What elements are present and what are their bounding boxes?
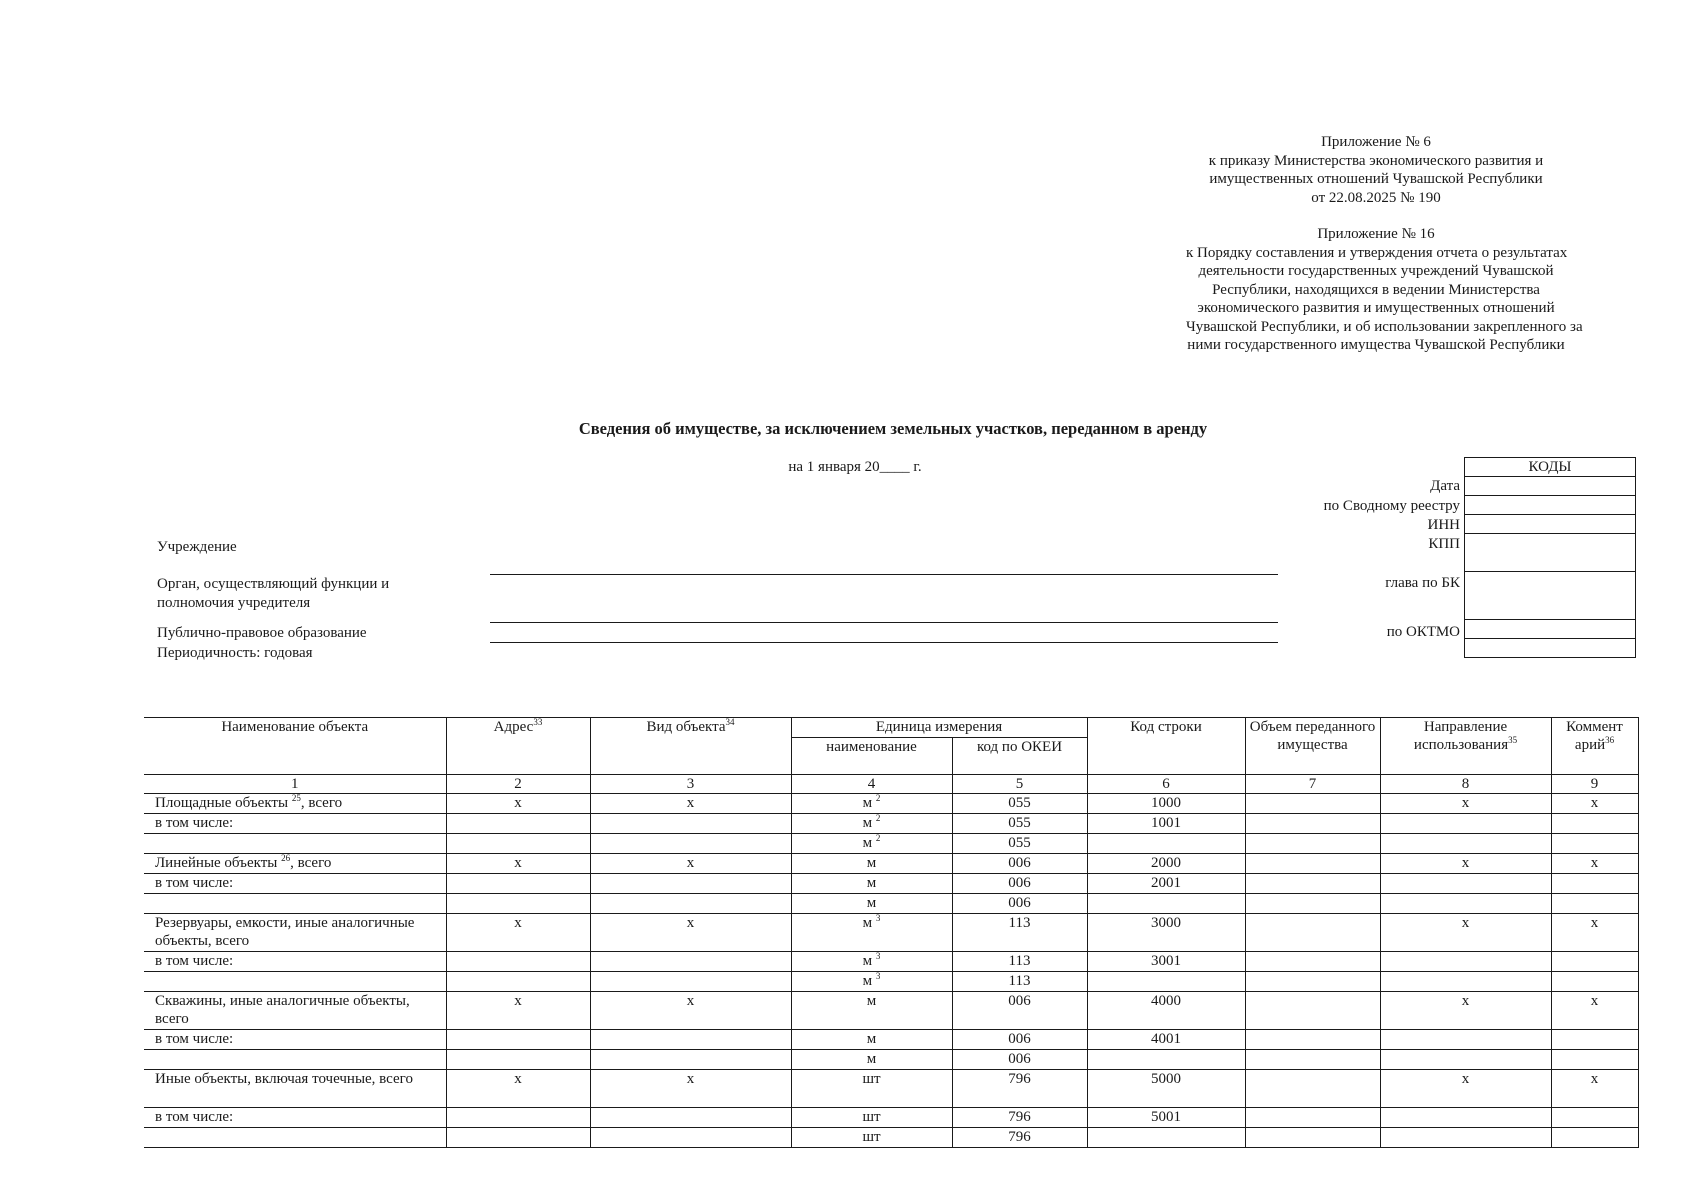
cell-line-code — [1087, 972, 1245, 992]
cell-line-code: 1001 — [1087, 814, 1245, 834]
column-number: 6 — [1087, 775, 1245, 794]
cell-comment — [1551, 1030, 1638, 1050]
public-entity-label: Публично-правовое образование — [157, 625, 367, 641]
cell-address: х — [446, 1070, 590, 1108]
cell-unit-name: м $^2$ — [791, 794, 952, 814]
cell-address — [446, 1128, 590, 1148]
cell-object-type — [590, 972, 791, 992]
cell-object-name — [144, 1050, 446, 1070]
appendix-line: Республики, находящихся в ведении Министерства — [1212, 281, 1540, 298]
cell-line-code: 2000 — [1087, 854, 1245, 874]
code-cell-oktmo[interactable] — [1465, 620, 1636, 639]
cell-volume — [1245, 1070, 1380, 1108]
cell-object-type — [590, 1128, 791, 1148]
codes-label-inn: ИНН — [1427, 517, 1460, 533]
appendix-line: имущественных отношений Чувашской Республики — [1209, 171, 1543, 187]
cell-unit-name: м $^3$ — [791, 914, 952, 952]
column-number: 5 — [952, 775, 1087, 794]
table-row — [144, 874, 1638, 894]
column-number: 9 — [1551, 775, 1638, 794]
cell-okei-code: 006 — [952, 894, 1087, 914]
cell-comment — [1551, 1128, 1638, 1148]
appendix-line: от 22.08.2025 № 190 — [1311, 189, 1441, 206]
report-date-line: на 1 января 20____ г. — [788, 459, 922, 475]
table-row — [144, 1108, 1638, 1128]
appendix-line: к Порядку составления и утверждения отчета о результатах — [1186, 244, 1568, 261]
cell-address: х — [446, 854, 590, 874]
header-direction: Направление использования$^{35}$ — [1380, 718, 1551, 775]
cell-okei-code: 796 — [952, 1108, 1087, 1128]
cell-object-name: в том числе: — [144, 952, 446, 972]
cell-object-name: Скважины, иные аналогичные объекты, всего — [144, 992, 446, 1030]
appendix-line: ними государственного имущества Чувашской Республики — [1187, 337, 1565, 353]
cell-unit-name: м — [791, 874, 952, 894]
cell-direction: х — [1380, 914, 1551, 952]
cell-okei-code: 006 — [952, 854, 1087, 874]
column-number: 4 — [791, 775, 952, 794]
cell-volume — [1245, 1050, 1380, 1070]
cell-volume — [1245, 854, 1380, 874]
cell-okei-code: 113 — [952, 972, 1087, 992]
cell-comment — [1551, 894, 1638, 914]
cell-address: х — [446, 914, 590, 952]
cell-address — [446, 1030, 590, 1050]
cell-address — [446, 1108, 590, 1128]
public-entity-fill-line[interactable] — [490, 642, 1278, 643]
cell-object-name: в том числе: — [144, 1108, 446, 1128]
header-line-code: Код строки — [1087, 718, 1245, 775]
cell-object-type — [590, 1030, 791, 1050]
table-row — [144, 794, 1638, 814]
codes-label-registry: по Сводному реестру — [1323, 498, 1460, 514]
cell-okei-code: 055 — [952, 834, 1087, 854]
cell-comment: х — [1551, 794, 1638, 814]
header-comment: Коммент арий$^{36}$ — [1551, 718, 1638, 775]
cell-line-code: 3001 — [1087, 952, 1245, 972]
cell-address: х — [446, 794, 590, 814]
document-title: Сведения об имуществе, за исключением земельных участков, переданном в аренду — [578, 419, 1208, 438]
cell-direction — [1380, 972, 1551, 992]
cell-direction: х — [1380, 794, 1551, 814]
cell-okei-code: 006 — [952, 1050, 1087, 1070]
cell-line-code: 4000 — [1087, 992, 1245, 1030]
cell-object-name — [144, 972, 446, 992]
cell-volume — [1245, 972, 1380, 992]
appendix-line: к приказу Министерства экономического развития и — [1208, 152, 1544, 169]
cell-address — [446, 874, 590, 894]
cell-object-type: х — [590, 794, 791, 814]
cell-address — [446, 972, 590, 992]
cell-object-type — [590, 894, 791, 914]
code-cell-glava[interactable] — [1465, 572, 1636, 620]
cell-line-code: 2001 — [1087, 874, 1245, 894]
cell-volume — [1245, 874, 1380, 894]
cell-address — [446, 814, 590, 834]
cell-comment — [1551, 1108, 1638, 1128]
table-row — [144, 1070, 1638, 1108]
codes-table — [1464, 457, 1636, 658]
cell-object-type: х — [590, 992, 791, 1030]
cell-unit-name: м — [791, 992, 952, 1030]
cell-unit-name: м $^2$ — [791, 814, 952, 834]
cell-object-name — [144, 834, 446, 854]
cell-okei-code: 113 — [952, 952, 1087, 972]
table-row — [144, 894, 1638, 914]
header-object-name: Наименование объекта — [144, 718, 446, 775]
institution-label: Учреждение — [157, 539, 237, 555]
cell-direction — [1380, 814, 1551, 834]
cell-direction: х — [1380, 854, 1551, 874]
cell-direction — [1380, 1050, 1551, 1070]
cell-volume — [1245, 1108, 1380, 1128]
appendix-6-block — [1186, 133, 1566, 207]
cell-line-code: 4001 — [1087, 1030, 1245, 1050]
cell-object-type: х — [590, 1070, 791, 1108]
codes-label-date: Дата — [1430, 478, 1460, 494]
table-row — [144, 854, 1638, 874]
cell-direction — [1380, 1030, 1551, 1050]
table-row — [144, 1128, 1638, 1148]
cell-direction — [1380, 952, 1551, 972]
code-cell-registry[interactable] — [1465, 496, 1636, 515]
table-row — [144, 814, 1638, 834]
cell-line-code: 5001 — [1087, 1108, 1245, 1128]
cell-object-name: в том числе: — [144, 874, 446, 894]
codes-label-glava: глава по БК — [1385, 575, 1460, 591]
codes-label-kpp: КПП — [1428, 536, 1460, 552]
cell-comment: х — [1551, 914, 1638, 952]
cell-unit-name: м $^3$ — [791, 952, 952, 972]
cell-okei-code: 006 — [952, 992, 1087, 1030]
appendix-line: деятельности государственных учреждений Чувашской — [1198, 263, 1554, 279]
table-row — [144, 834, 1638, 854]
cell-comment — [1551, 874, 1638, 894]
cell-unit-name: шт — [791, 1108, 952, 1128]
cell-object-type — [590, 1050, 791, 1070]
periodicity-label: Периодичность: годовая — [157, 645, 313, 661]
cell-comment — [1551, 814, 1638, 834]
header-unit-name: наименование — [791, 738, 952, 775]
cell-okei-code: 055 — [952, 814, 1087, 834]
cell-unit-name: м $^2$ — [791, 834, 952, 854]
column-number: 1 — [144, 775, 446, 794]
table-body — [144, 794, 1638, 1148]
codes-label-oktmo: по ОКТМО — [1386, 624, 1460, 640]
header-unit: Единица измерения — [791, 718, 1087, 738]
cell-object-name: Резервуары, емкости, иные аналогичные объекты, всего — [144, 914, 446, 952]
appendix-16-block — [1186, 225, 1583, 355]
cell-object-type — [590, 952, 791, 972]
code-cell-inn[interactable] — [1465, 515, 1636, 534]
cell-direction — [1380, 1128, 1551, 1148]
codes-header: КОДЫ — [1465, 458, 1636, 477]
cell-volume — [1245, 1030, 1380, 1050]
cell-okei-code: 006 — [952, 1030, 1087, 1050]
cell-object-type: х — [590, 854, 791, 874]
cell-line-code: 5000 — [1087, 1070, 1245, 1108]
cell-object-type: х — [590, 914, 791, 952]
cell-volume — [1245, 794, 1380, 814]
cell-line-code — [1087, 894, 1245, 914]
cell-volume — [1245, 894, 1380, 914]
cell-line-code: 3000 — [1087, 914, 1245, 952]
cell-address — [446, 834, 590, 854]
cell-object-type — [590, 814, 791, 834]
code-cell-extra[interactable] — [1465, 639, 1636, 658]
table-row — [144, 972, 1638, 992]
column-number: 2 — [446, 775, 590, 794]
cell-object-type — [590, 874, 791, 894]
table-row — [144, 914, 1638, 952]
cell-unit-name: м $^3$ — [791, 972, 952, 992]
table-row — [144, 952, 1638, 972]
cell-object-type — [590, 834, 791, 854]
cell-okei-code: 006 — [952, 874, 1087, 894]
cell-direction — [1380, 1108, 1551, 1128]
cell-volume — [1245, 992, 1380, 1030]
cell-volume — [1245, 914, 1380, 952]
cell-unit-name: шт — [791, 1070, 952, 1108]
cell-object-name: Площадные объекты $^{25}$, всего — [144, 794, 446, 814]
cell-line-code — [1087, 1050, 1245, 1070]
cell-comment — [1551, 1050, 1638, 1070]
appendix-line: Приложение № 6 — [1321, 134, 1431, 150]
cell-object-name: в том числе: — [144, 814, 446, 834]
cell-address — [446, 1050, 590, 1070]
cell-object-name: Иные объекты, включая точечные, всего — [144, 1070, 446, 1108]
table-row — [144, 1030, 1638, 1050]
cell-line-code — [1087, 1128, 1245, 1148]
cell-volume — [1245, 952, 1380, 972]
table-row — [144, 992, 1638, 1030]
cell-object-name: в том числе: — [144, 1030, 446, 1050]
appendix-line: Чувашской Республики, и об использовании закрепленного за — [1186, 318, 1583, 335]
cell-comment — [1551, 834, 1638, 854]
cell-unit-name: шт — [791, 1128, 952, 1148]
code-cell-kpp[interactable] — [1465, 534, 1636, 572]
cell-comment — [1551, 952, 1638, 972]
founder-organ-fill-line[interactable] — [490, 622, 1278, 623]
cell-comment: х — [1551, 854, 1638, 874]
cell-unit-name: м — [791, 854, 952, 874]
cell-okei-code: 796 — [952, 1070, 1087, 1108]
code-cell-date[interactable] — [1465, 477, 1636, 496]
cell-okei-code: 796 — [952, 1128, 1087, 1148]
cell-address — [446, 952, 590, 972]
appendix-line: Приложение № 16 — [1317, 226, 1435, 242]
column-number: 7 — [1245, 775, 1380, 794]
cell-direction: х — [1380, 1070, 1551, 1108]
cell-unit-name: м — [791, 1030, 952, 1050]
cell-okei-code: 113 — [952, 914, 1087, 952]
header-okei-code: код по ОКЕИ — [952, 738, 1087, 775]
founder-organ-label-line1: Орган, осуществляющий функции и — [157, 576, 390, 592]
cell-unit-name: м — [791, 894, 952, 914]
cell-line-code: 1000 — [1087, 794, 1245, 814]
header-object-type: Вид объекта$^{34}$ — [590, 718, 791, 775]
cell-object-name: Линейные объекты $^{26}$, всего — [144, 854, 446, 874]
cell-volume — [1245, 834, 1380, 854]
founder-organ-label-line2: полномочия учредителя — [157, 595, 311, 611]
cell-object-type — [590, 1108, 791, 1128]
cell-direction — [1380, 874, 1551, 894]
cell-line-code — [1087, 834, 1245, 854]
cell-comment: х — [1551, 1070, 1638, 1108]
cell-address — [446, 894, 590, 914]
header-address: Адрес$^{33}$ — [446, 718, 590, 775]
table-row — [144, 1050, 1638, 1070]
cell-volume — [1245, 814, 1380, 834]
cell-volume — [1245, 1128, 1380, 1148]
cell-direction: х — [1380, 992, 1551, 1030]
appendix-line: экономического развития и имущественных отношений — [1197, 300, 1555, 316]
cell-object-name — [144, 894, 446, 914]
column-number: 3 — [590, 775, 791, 794]
cell-comment: х — [1551, 992, 1638, 1030]
cell-unit-name: м — [791, 1050, 952, 1070]
cell-comment — [1551, 972, 1638, 992]
property-lease-table — [144, 717, 1639, 1148]
cell-object-name — [144, 1128, 446, 1148]
cell-direction — [1380, 894, 1551, 914]
cell-okei-code: 055 — [952, 794, 1087, 814]
header-volume: Объем переданного имущества — [1245, 718, 1380, 775]
cell-address: х — [446, 992, 590, 1030]
column-number: 8 — [1380, 775, 1551, 794]
cell-direction — [1380, 834, 1551, 854]
